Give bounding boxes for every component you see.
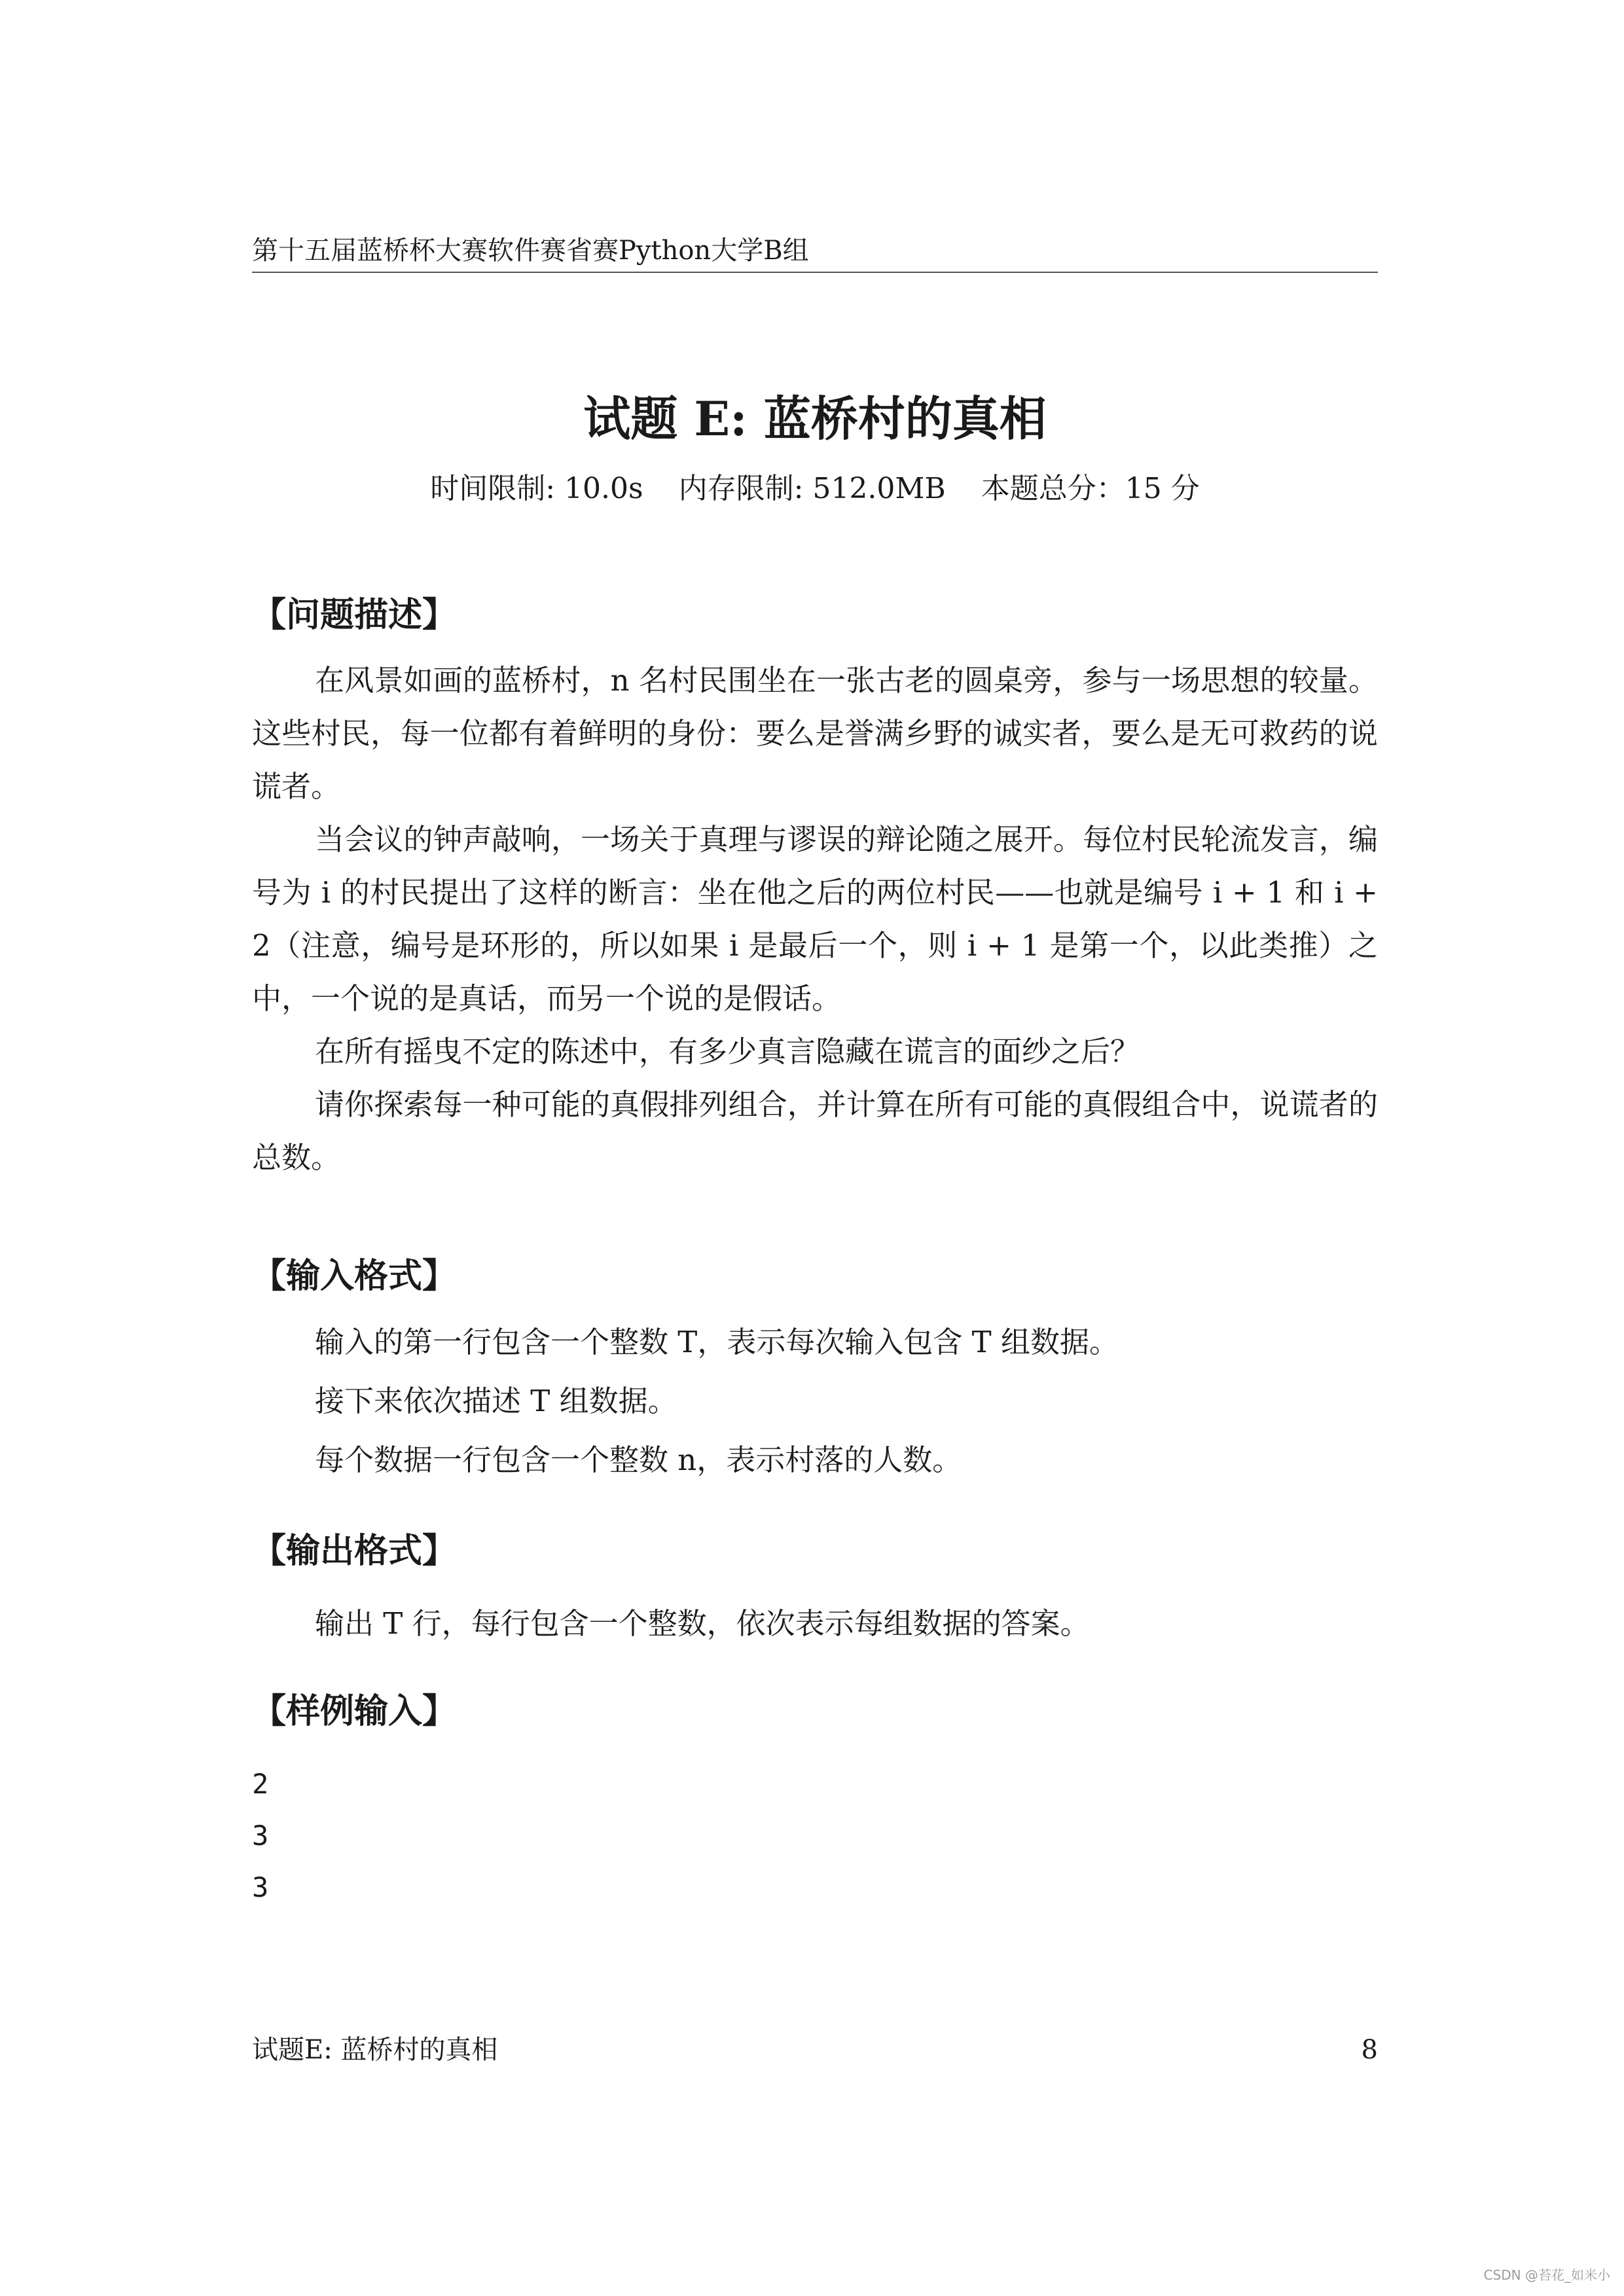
input-format-heading: 【输入格式】 [252, 1257, 457, 1296]
page-number: 8 [1361, 2035, 1378, 2065]
running-header: 第十五届蓝桥杯大赛软件赛省赛Python大学B组 [252, 236, 809, 266]
output-format-heading: 【输出格式】 [252, 1532, 457, 1571]
sample-input-line: 3 [252, 1820, 269, 1852]
problem-title: 试题 E: 蓝桥村的真相 [583, 391, 1047, 446]
description-heading: 【问题描述】 [252, 596, 457, 635]
sample-input-line: 2 [252, 1768, 269, 1800]
input-format-paragraph: 接下来依次描述 T 组数据。 [315, 1384, 677, 1418]
description-paragraph: 当会议的钟声敲响，一场关于真理与谬误的辩论随之展开。每位村民轮流发言，编号为 i 的村民提出了这样的断言：坐在他之后的两位村民——也就是编号 i + 1 和 i + 2（注意，编号是环形的，所以如果 i 是最后一个，则 i + 1 是第一个，以此类推）之中，一个说的是真话，而另一个说的是假话。 [252, 822, 1378, 1016]
memory-limit: 内存限制: 512.0MB [678, 472, 946, 505]
input-format-paragraph: 输入的第一行包含一个整数 T，表示每次输入包含 T 组数据。 [315, 1325, 1119, 1359]
sample-input-heading: 【样例输入】 [252, 1692, 457, 1731]
header-divider [252, 272, 1378, 273]
problem-limits [252, 466, 1378, 512]
output-format-paragraph: 输出 T 行，每行包含一个整数，依次表示每组数据的答案。 [315, 1606, 1090, 1641]
running-footer: 试题E: 蓝桥村的真相 [252, 2035, 498, 2065]
description-paragraph: 在所有摇曳不定的陈述中，有多少真言隐藏在谎言的面纱之后？ [315, 1034, 1140, 1069]
csdn-watermark: CSDN @苔花_如米小 [1483, 2267, 1610, 2283]
description-paragraph: 在风景如画的蓝桥村，n 名村民围坐在一张古老的圆桌旁，参与一场思想的较量。这些村民，每一位都有着鲜明的身份：要么是誉满乡野的诚实者，要么是无可救药的说谎者。 [252, 663, 1378, 804]
description-paragraph: 请你探索每一种可能的真假排列组合，并计算在所有可能的真假组合中，说谎者的总数。 [252, 1087, 1378, 1175]
total-score: 本题总分：15 分 [981, 472, 1200, 505]
time-limit: 时间限制: 10.0s [430, 472, 643, 505]
input-format-paragraph: 每个数据一行包含一个整数 n，表示村落的人数。 [315, 1443, 962, 1477]
sample-input-line: 3 [252, 1871, 269, 1903]
